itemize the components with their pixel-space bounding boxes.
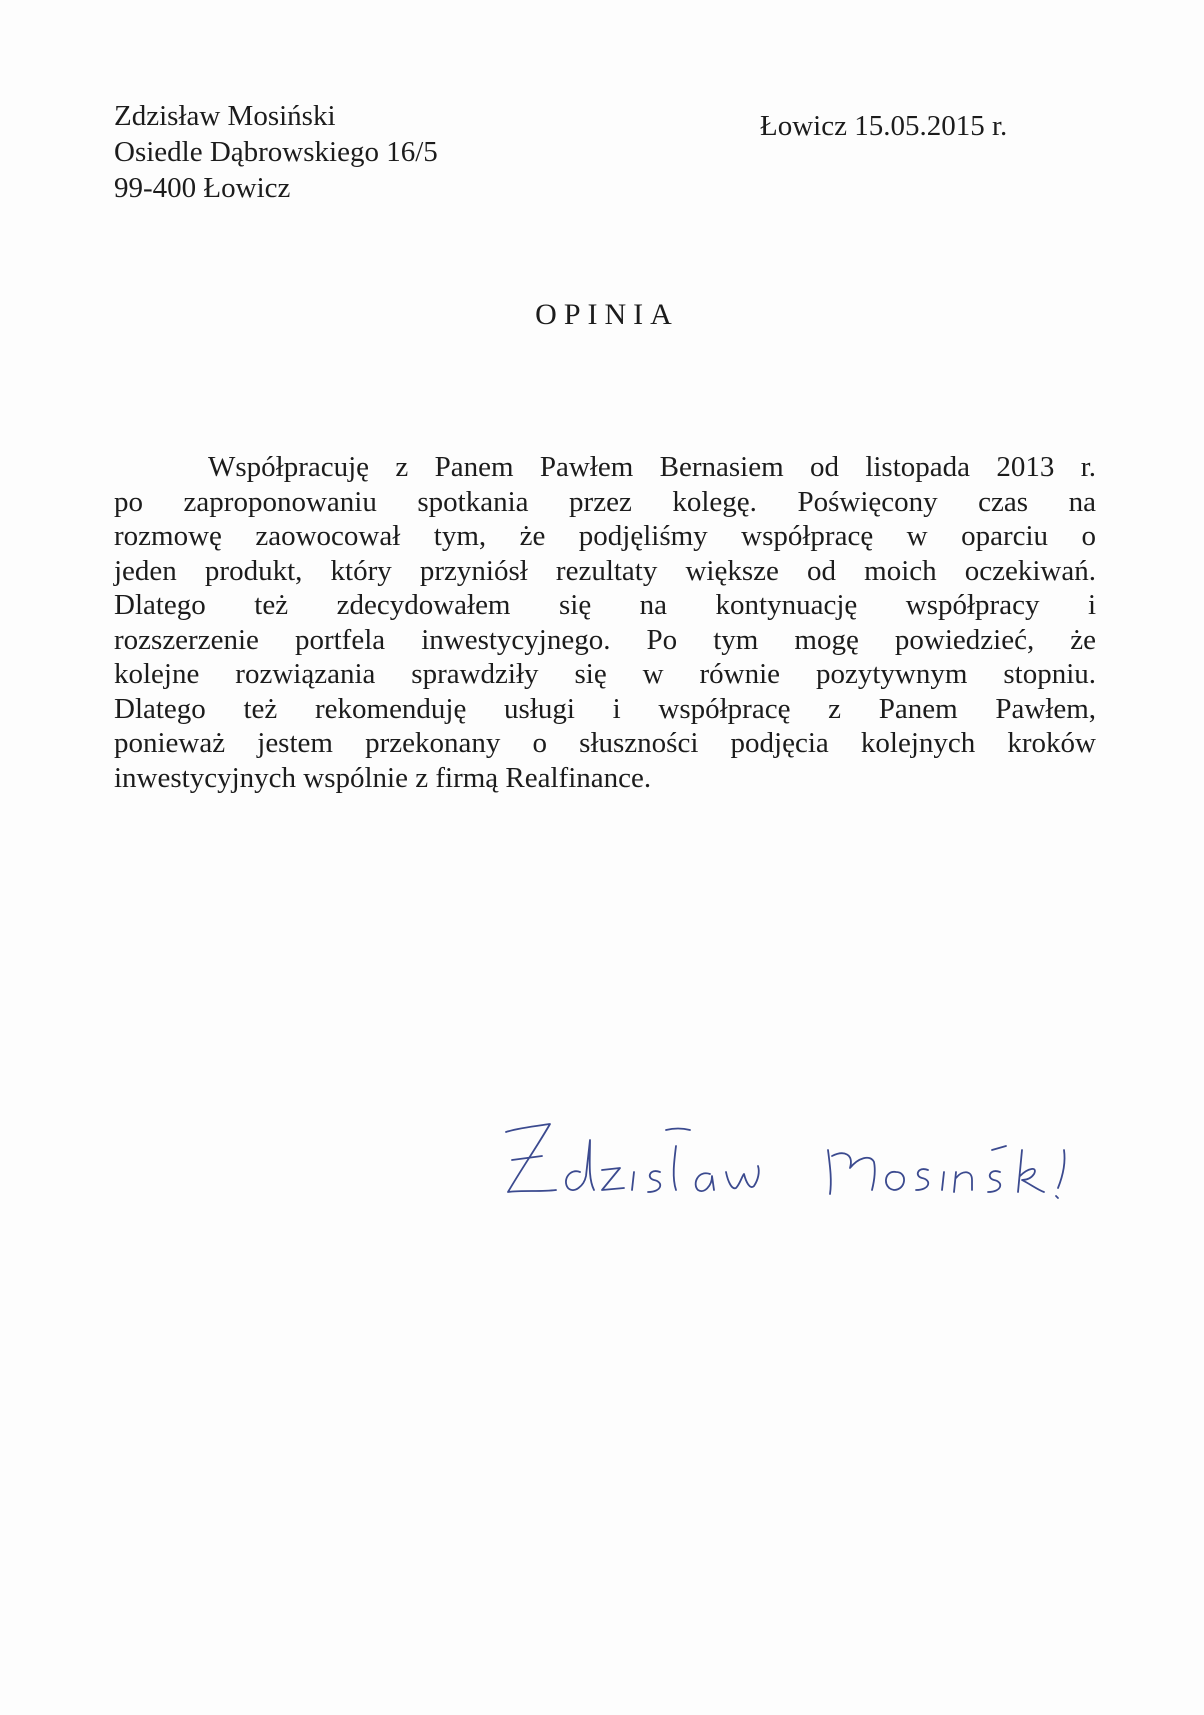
body-line: Dlatego też rekomenduję usługi i współpracę z Panem Pawłem, <box>114 692 1096 725</box>
body-line: rozszerzenie portfela inwestycyjnego. Po tym mogę powiedzieć, że <box>114 623 1096 656</box>
document-title: OPINIA <box>535 298 679 331</box>
body-line: rozmowę zaowocował tym, że podjęliśmy współpracę w oparciu o <box>114 520 1096 552</box>
sender-address <box>114 98 438 206</box>
body-line: ponieważ jestem przekonany o słuszności podjęcia kolejnych kroków <box>114 727 1096 759</box>
body-line: po zaproponowaniu spotkania przez kolegę. Poświęcony czas na <box>114 485 1096 518</box>
sender-city: 99-400 Łowicz <box>114 172 291 204</box>
body-line: Współpracuję z Panem Pawłem Bernasiem od listopada 2013 r. <box>208 451 1096 483</box>
sender-name: Zdzisław Mosiński <box>114 100 336 132</box>
body-line: inwestycyjnych wspólnie z firmą Realfinance. <box>114 761 652 794</box>
letter-body <box>114 450 1096 795</box>
place-date: Łowicz 15.05.2015 r. <box>760 110 1008 142</box>
body-line: kolejne rozwiązania sprawdziły się w równie pozytywnym stopniu. <box>114 658 1096 690</box>
body-line: jeden produkt, który przyniósł rezultaty większe od moich oczekiwań. <box>114 554 1096 587</box>
handwritten-signature <box>498 1110 1128 1205</box>
body-line: Dlatego też zdecydowałem się na kontynuację współpracy i <box>114 589 1096 621</box>
sender-street: Osiedle Dąbrowskiego 16/5 <box>114 136 438 168</box>
